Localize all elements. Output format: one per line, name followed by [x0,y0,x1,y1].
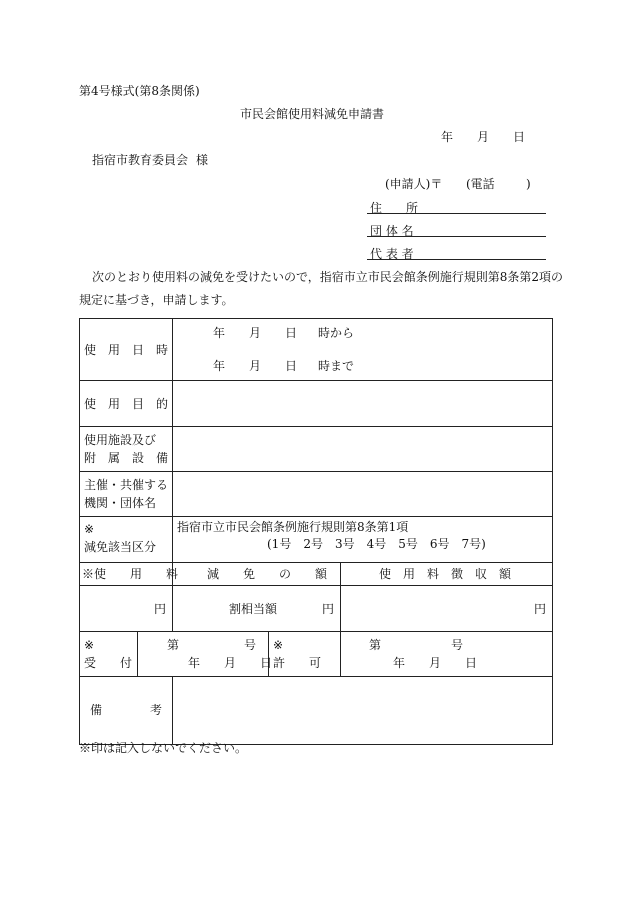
phone-close: ) [526,177,531,191]
remarks-label-1: 備 [90,703,103,717]
receipt-day: 日 [260,656,273,670]
receipt-year: 年 [188,656,201,670]
to-suffix: 時まで [318,359,355,373]
organizer-row [80,472,553,517]
permit-mark: ※ [273,638,284,652]
group-name-label: 団 体 名 [370,224,414,238]
permit-no-prefix: 第 [369,638,382,652]
phone-label: (電話 [466,177,495,191]
receipt-no-suffix: 号 [244,638,257,652]
fee-label: ※使 用 料 [82,567,179,581]
receipt-mark: ※ [84,638,95,652]
application-table [79,318,553,745]
facility-row [80,427,553,472]
form-number: 第4号様式(第8条関係) [79,84,200,98]
permit-label-cell [269,632,341,677]
addressee-suffix: 様 [196,153,209,167]
purpose-value-cell[interactable] [173,381,553,427]
group-name-field[interactable] [367,236,546,237]
exemption-label-cell [80,517,173,563]
facility-label-2: 附 属 設 備 [84,451,169,465]
fee-header-row [80,563,553,586]
remarks-value-cell[interactable] [173,677,553,745]
permit-year: 年 [393,656,406,670]
footer-note: ※印は記入しないでください。 [79,741,248,755]
facility-label-cell [80,427,173,472]
permit-no-suffix: 号 [451,638,464,652]
date-day-label: 日 [513,130,526,144]
fee-label-cell [80,563,179,586]
intro-line-1: 次のとおり使用料の減免を受けたいので，指宿市立市民会館条例施行規則第8条第2項の [92,270,564,284]
page-title: 市民会館使用料減免申請書 [240,107,385,121]
to-day: 日 [285,359,298,373]
exemption-items: (1号 2号 3号 4号 5号 6号 7号) [267,537,486,551]
fee-yen: 円 [153,602,166,616]
remarks-row [80,677,553,745]
exemption-value-cell[interactable] [173,517,553,563]
to-year: 年 [213,359,226,373]
purpose-label: 使 用 目 的 [84,397,169,411]
from-suffix: 時から [318,326,355,340]
permit-label: 許 可 [273,656,322,670]
reduction-label: 減 免 の 額 [207,567,328,581]
receipt-value-cell[interactable] [138,632,273,677]
organizer-value-cell[interactable] [173,472,553,517]
organizer-label-cell [80,472,173,517]
fee-value-row [80,586,553,632]
fee-value-cell[interactable] [80,586,173,632]
facility-value-cell[interactable] [173,427,553,472]
to-month: 月 [249,359,262,373]
ratio-label: 割相当額 [229,602,278,616]
exemption-rule: 指宿市立市民会館条例施行規則第8条第1項 [177,520,409,534]
from-year: 年 [213,326,226,340]
purpose-row [80,381,553,427]
usage-date-row [80,319,553,381]
usage-date-value-cell[interactable] [173,319,553,381]
address-field[interactable] [367,213,546,214]
collected-value-cell[interactable] [341,586,553,632]
permit-day: 日 [465,656,478,670]
representative-label: 代 表 者 [370,247,414,261]
collected-label: 使 用 料 徴 収 額 [379,567,512,581]
date-year-label: 年 [441,130,454,144]
intro-line-2: 規定に基づき，申請します。 [79,293,234,307]
purpose-label-cell [80,381,173,427]
permit-value-cell[interactable] [341,632,553,677]
exemption-row [80,517,553,563]
collected-label-cell [341,563,553,586]
permit-month: 月 [429,656,442,670]
receipt-permit-row [80,632,553,677]
from-day: 日 [285,326,298,340]
collected-yen: 円 [534,602,547,616]
remarks-label-2: 考 [150,703,163,717]
date-month-label: 月 [477,130,490,144]
exemption-mark: ※ [84,522,95,536]
exemption-label: 減免該当区分 [84,540,157,554]
receipt-month: 月 [224,656,237,670]
reduction-yen: 円 [321,602,334,616]
reduction-label-cell [173,563,341,586]
organizer-label-1: 主催・共催する [84,478,169,492]
organizer-label-2: 機関・団体名 [84,496,157,510]
remarks-label-cell [80,677,173,745]
receipt-no-prefix: 第 [167,638,180,652]
reduction-value-cell[interactable] [173,586,341,632]
applicant-label: (申請人)〒 [385,177,443,191]
usage-date-label: 使 用 日 時 [84,343,169,357]
usage-date-label-cell [80,319,173,381]
from-month: 月 [249,326,262,340]
facility-label-1: 使用施設及び [84,433,157,447]
receipt-label: 受 付 [84,656,133,670]
receipt-label-cell [80,632,138,677]
addressee: 指宿市教育委員会 [92,153,189,167]
address-label: 住 所 [370,201,419,215]
representative-field[interactable] [367,259,546,260]
